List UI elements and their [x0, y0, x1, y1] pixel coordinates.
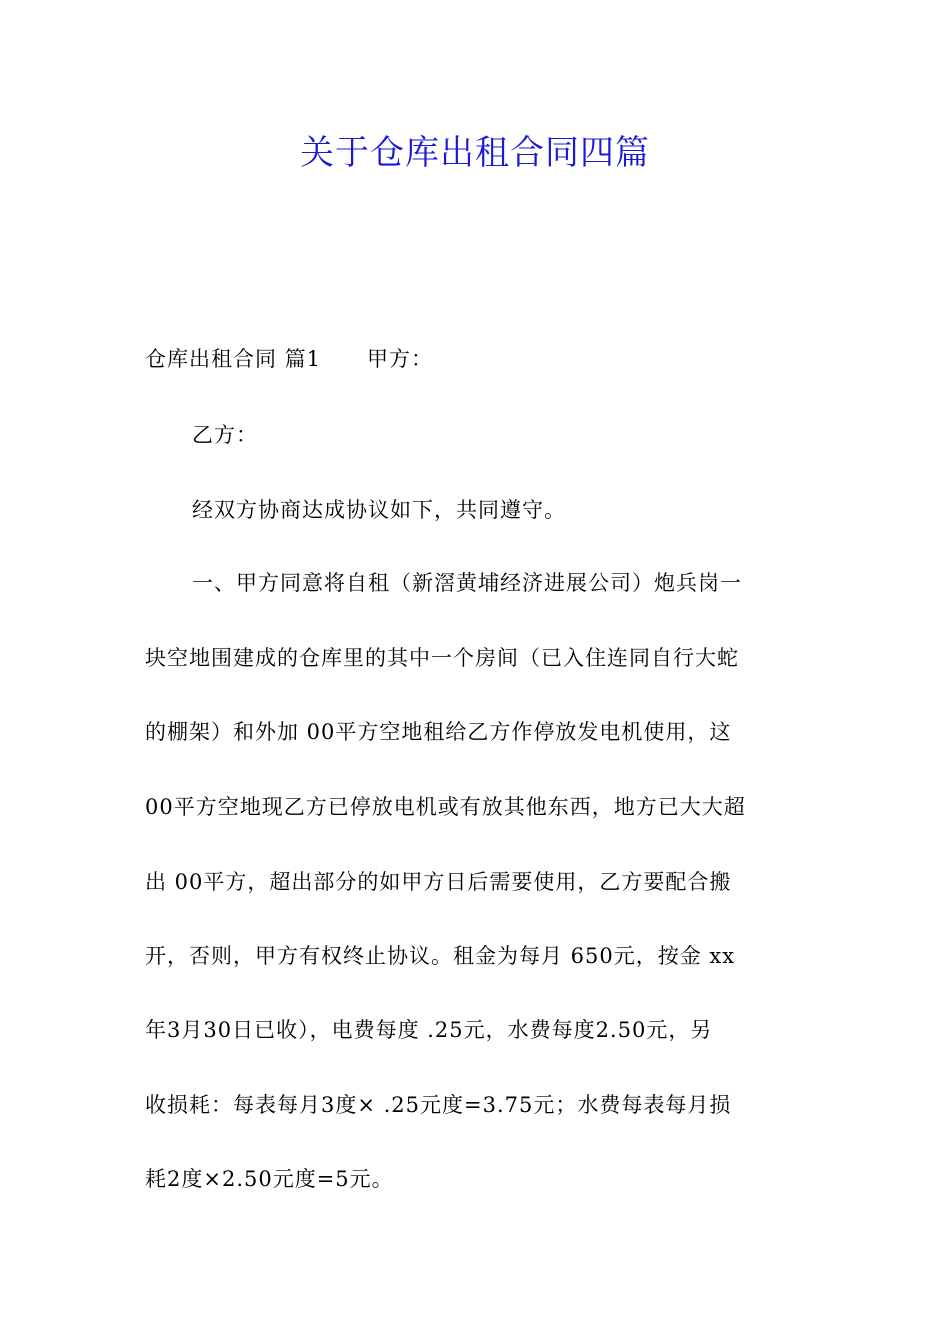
clause-1-line-2: 块空地围建成的仓库里的其中一个房间（已入住连同自行大蛇: [145, 646, 739, 670]
clause-1-line-5: 出 00平方，超出部分的如甲方日后需要使用，乙方要配合搬: [145, 870, 732, 894]
clause-1-line-7: 年3月30日已收），电费每度 .25元，水费每度2.50元，另: [145, 1018, 713, 1042]
section-label: 仓库出租合同 篇1: [145, 347, 322, 371]
clause-1-line-6: 开，否则，甲方有权终止协议。租金为每月 650元，按金 xx: [145, 944, 736, 968]
clause-1-line-1: 一、甲方同意将自租（新滘黄埔经济进展公司）炮兵岗一: [192, 571, 742, 595]
section-heading-line: [145, 344, 810, 374]
clause-1-line-9: 耗2度×2.50元度=5元。: [145, 1167, 394, 1191]
agreement-intro-line: 经双方协商达成协议如下，共同遵守。: [192, 498, 566, 522]
party-b-line: 乙方：: [192, 423, 258, 447]
party-a-label: 甲方：: [367, 347, 434, 371]
clause-1-line-3: 的棚架）和外加 00平方空地租给乙方作停放发电机使用，这: [145, 720, 732, 744]
clause-1-line-4: 00平方空地现乙方已停放电机或有放其他东西，地方已大大超: [145, 795, 746, 819]
document-title: 关于仓库出租合同四篇: [300, 133, 650, 173]
clause-1-line-8: 收损耗：每表每月3度× .25元度=3.75元；水费每表每月损: [145, 1093, 732, 1117]
